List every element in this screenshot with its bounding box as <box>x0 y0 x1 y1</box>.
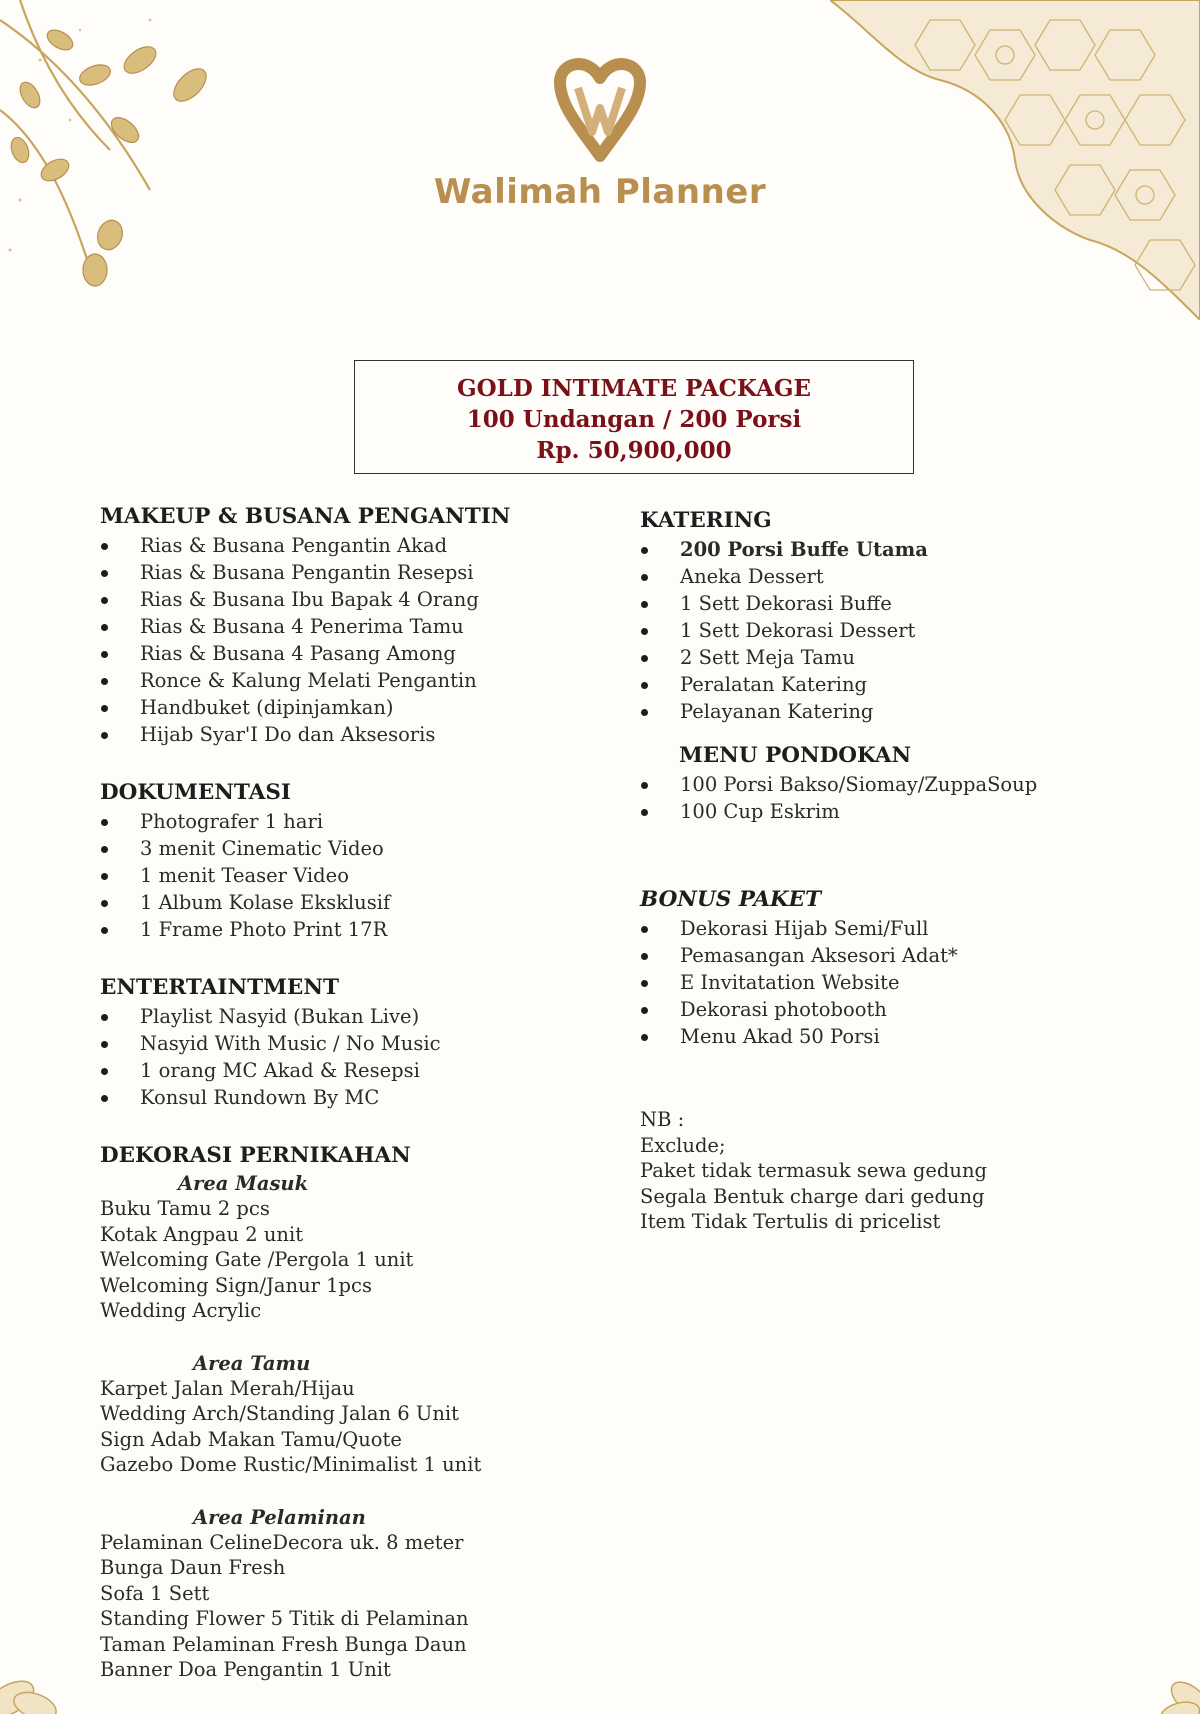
list-item: Welcoming Gate /Pergola 1 unit <box>100 1248 414 1271</box>
dokumentasi-heading: DOKUMENTASI <box>100 780 291 805</box>
list-item: Rias & Busana Pengantin Resepsi <box>100 559 600 586</box>
list-item: Paket tidak termasuk sewa gedung <box>640 1159 988 1182</box>
gold-flower-icon <box>0 1624 70 1714</box>
list-item: Welcoming Sign/Janur 1pcs <box>100 1273 372 1297</box>
list-item: Item Tidak Tertulis di pricelist <box>640 1210 941 1233</box>
list-item: Gazebo Dome Rustic/Minimalist 1 unit <box>100 1453 482 1476</box>
area-tamu-title: Area Tamu <box>193 1351 311 1375</box>
list-item: Kotak Angpau 2 unit <box>100 1222 304 1246</box>
makeup-list <box>100 532 600 748</box>
list-item: Banner Doa Pengantin 1 Unit <box>100 1658 391 1681</box>
list-item: 1 Frame Photo Print 17R <box>100 916 600 943</box>
list-item: Dekorasi Hijab Semi/Full <box>640 915 1160 942</box>
list-item: Taman Pelaminan Fresh Bunga Daun <box>100 1632 467 1656</box>
list-item: E Invitatation Website <box>640 969 1160 996</box>
list-item: 1 orang MC Akad & Resepsi <box>100 1057 600 1084</box>
menu-pondokan-heading: MENU PONDOKAN <box>679 743 912 768</box>
list-item: Buku Tamu 2 pcs <box>100 1197 270 1220</box>
list-item: 200 Porsi Buffe Utama <box>640 536 1160 563</box>
brand-header <box>0 52 1200 212</box>
list-item: Konsul Rundown By MC <box>100 1084 600 1111</box>
nb-exclude: Exclude; <box>640 1133 726 1157</box>
package-box <box>354 360 914 474</box>
list-item: 100 Cup Eskrim <box>640 798 1160 825</box>
list-item: Photografer 1 hari <box>100 808 600 835</box>
list-item: Rias & Busana Pengantin Akad <box>100 532 600 559</box>
katering-heading: KATERING <box>640 508 772 533</box>
list-item: Sofa 1 Sett <box>100 1581 210 1605</box>
list-item: 1 Album Kolase Eksklusif <box>100 889 600 916</box>
list-item: 3 menit Cinematic Video <box>100 835 600 862</box>
list-item: Segala Bentuk charge dari gedung <box>640 1184 985 1208</box>
katering-list <box>640 536 1160 725</box>
list-item: 1 Sett Dekorasi Buffe <box>640 590 1160 617</box>
list-item: Pemasangan Aksesori Adat* <box>640 942 1160 969</box>
package-guests: 100 Undangan / 200 Porsi <box>466 406 802 433</box>
list-item: Wedding Acrylic <box>100 1299 262 1322</box>
list-item: Dekorasi photobooth <box>640 996 1160 1023</box>
bonus-heading: BONUS PAKET <box>640 887 822 912</box>
nb-title: NB : <box>640 1108 685 1131</box>
w-heart-monogram-icon <box>548 52 652 162</box>
area-masuk-title: Area Masuk <box>178 1172 309 1195</box>
list-item: Menu Akad 50 Porsi <box>640 1023 1160 1050</box>
list-item: Standing Flower 5 Titik di Pelaminan <box>100 1607 469 1630</box>
entertainment-heading: ENTERTAINTMENT <box>100 975 339 1000</box>
list-item: 2 Sett Meja Tamu <box>640 644 1160 671</box>
list-item: 100 Porsi Bakso/Siomay/ZuppaSoup <box>640 771 1160 798</box>
dekorasi-heading: DEKORASI PERNIKAHAN <box>100 1143 411 1168</box>
left-column <box>100 502 600 1683</box>
list-item: Ronce & Kalung Melati Pengantin <box>100 667 600 694</box>
list-item: 1 Sett Dekorasi Dessert <box>640 617 1160 644</box>
area-pelaminan-title: Area Pelaminan <box>193 1505 366 1529</box>
list-item: Rias & Busana 4 Pasang Among <box>100 640 600 667</box>
brand-name: Walimah Planner <box>433 172 767 212</box>
makeup-heading: MAKEUP & BUSANA PENGANTIN <box>100 504 511 529</box>
list-item: Rias & Busana 4 Penerima Tamu <box>100 613 600 640</box>
list-item: Bunga Daun Fresh <box>100 1556 286 1579</box>
list-item: Hijab Syar'I Do dan Aksesoris <box>100 721 600 748</box>
list-item: Karpet Jalan Merah/Hijau <box>100 1376 355 1400</box>
list-item: Playlist Nasyid (Bukan Live) <box>100 1003 600 1030</box>
list-item: Handbuket (dipinjamkan) <box>100 694 600 721</box>
gold-flower-icon <box>1140 1634 1200 1714</box>
list-item: Rias & Busana Ibu Bapak 4 Orang <box>100 586 600 613</box>
list-item: Wedding Arch/Standing Jalan 6 Unit <box>100 1402 459 1425</box>
menu-pondokan-list <box>640 771 1160 825</box>
list-item: 1 menit Teaser Video <box>100 862 600 889</box>
entertainment-list <box>100 1003 600 1111</box>
dokumentasi-list <box>100 808 600 943</box>
list-item: Nasyid With Music / No Music <box>100 1030 600 1057</box>
right-column <box>640 506 1160 1235</box>
package-price: Rp. 50,900,000 <box>536 437 732 464</box>
bonus-list <box>640 915 1160 1050</box>
list-item: Pelayanan Katering <box>640 698 1160 725</box>
list-item: Pelaminan CelineDecora uk. 8 meter <box>100 1530 464 1554</box>
list-item: Sign Adab Makan Tamu/Quote <box>100 1427 402 1451</box>
package-title: GOLD INTIMATE PACKAGE <box>456 375 811 402</box>
list-item: Peralatan Katering <box>640 671 1160 698</box>
list-item: Aneka Dessert <box>640 563 1160 590</box>
